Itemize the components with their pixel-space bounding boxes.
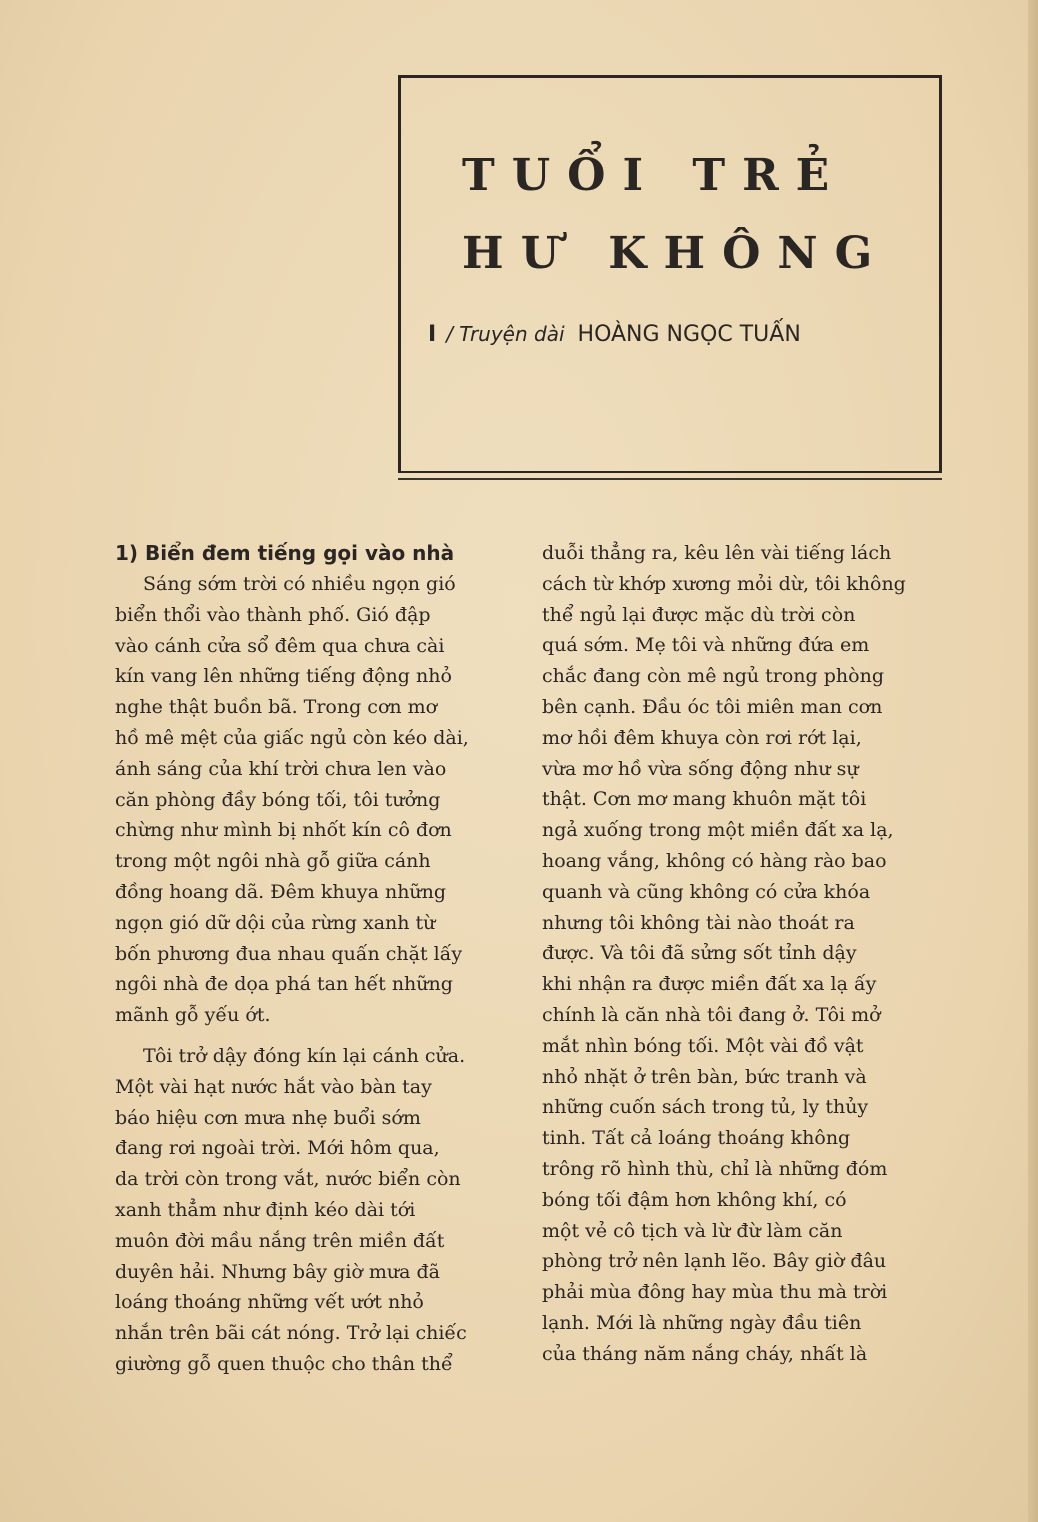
- text-line: ngọn gió dữ dội của rừng xanh từ: [115, 911, 436, 934]
- text-line: chừng như mình bị nhốt kín cô đơn: [115, 819, 452, 842]
- text-line: khi nhận ra được miền đất xa lạ ấy: [542, 973, 877, 996]
- text-line: quá sớm. Mẹ tôi và những đứa em: [542, 634, 870, 657]
- paragraph-1: [115, 569, 515, 1031]
- text-line: thể ngủ lại được mặc dù trời còn: [542, 603, 856, 626]
- text-line: Một vài hạt nước hắt vào bàn tay: [115, 1075, 432, 1098]
- text-line: vừa mơ hồ vừa sống động như sự: [542, 757, 859, 780]
- text-line: ngôi nhà đe dọa phá tan hết những: [115, 973, 453, 996]
- text-line: vào cánh cửa sổ đêm qua chưa cài: [115, 634, 445, 657]
- text-line: căn phòng đầy bóng tối, tôi tưởng: [115, 788, 441, 811]
- title-frame-underline: [398, 478, 942, 480]
- text-line: phòng trở nên lạnh lẽo. Bây giờ đâu: [542, 1250, 887, 1273]
- text-line: cách từ khớp xương mỏi dừ, tôi không: [542, 572, 906, 595]
- text-line: chắc đang còn mê ngủ trong phòng: [542, 665, 884, 688]
- text-line: ngả xuống trong một miền đất xa lạ,: [542, 819, 894, 842]
- text-line: tinh. Tất cả loáng thoáng không: [542, 1127, 851, 1150]
- text-line: xanh thẳm như định kéo dài tới: [115, 1198, 416, 1221]
- text-line: kín vang lên những tiếng động nhỏ: [115, 665, 452, 688]
- text-line: nhưng tôi không tài nào thoát ra: [542, 911, 855, 934]
- text-line: da trời còn trong vắt, nước biển còn: [115, 1168, 461, 1191]
- text-line: loáng thoáng những vết ướt nhỏ: [115, 1291, 424, 1314]
- text-line: nhỏ nhặt ở trên bàn, bức tranh và: [542, 1065, 867, 1088]
- title-line-2: HƯ KHÔNG: [462, 228, 890, 279]
- text-line: những cuốn sách trong tủ, ly thủy: [542, 1096, 869, 1119]
- right-column-text: [542, 538, 942, 1370]
- text-line: được. Và tôi đã sửng sốt tỉnh dậy: [542, 942, 857, 965]
- text-line: Tôi trở dậy đóng kín lại cánh cửa.: [143, 1044, 466, 1067]
- text-line: hoang vắng, không có hàng rào bao: [542, 849, 887, 872]
- section-title: 1) Biển đem tiếng gọi vào nhà: [115, 541, 455, 565]
- text-line: Sáng sớm trời có nhiều ngọn gió: [143, 573, 456, 595]
- text-line: bóng tối đậm hơn không khí, có: [542, 1188, 847, 1211]
- byline: [428, 322, 888, 347]
- title-line-1: TUỔI TRẺ: [462, 150, 847, 201]
- page-edge: [1028, 0, 1038, 1522]
- text-line: trong một ngôi nhà gỗ giữa cánh: [115, 850, 431, 873]
- text-line: phải mùa đông hay mùa thu mà trời: [542, 1281, 888, 1304]
- text-line: ánh sáng của khí trời chưa len vào: [115, 757, 447, 780]
- text-line: mãnh gỗ yếu ớt.: [115, 1004, 271, 1027]
- text-line: bốn phương đua nhau quấn chặt lấy: [115, 942, 463, 965]
- text-line: báo hiệu cơn mưa nhẹ buổi sớm: [115, 1106, 421, 1129]
- text-line: giường gỗ quen thuộc cho thân thể: [115, 1352, 453, 1375]
- text-line: thật. Cơn mơ mang khuôn mặt tôi: [542, 788, 867, 811]
- byline-author: HOÀNG NGỌC TUẤN: [577, 322, 801, 347]
- text-line: muôn đời mầu nắng trên miền đất: [115, 1229, 445, 1252]
- byline-genre: / Truyện dài: [446, 322, 565, 346]
- byline-mark: I: [428, 322, 437, 347]
- text-line: mắt nhìn bóng tối. Một vài đồ vật: [542, 1034, 864, 1057]
- text-line: nghe thật buồn bã. Trong cơn mơ: [115, 696, 438, 719]
- paragraph-2: [115, 1041, 515, 1380]
- text-line: lạnh. Mới là những ngày đầu tiên: [542, 1311, 862, 1334]
- text-line: biển thổi vào thành phố. Gió đập: [115, 603, 431, 626]
- paragraph-gap: [115, 1031, 515, 1041]
- text-line: của tháng năm nắng cháy, nhất là: [542, 1342, 868, 1365]
- text-line: duỗi thẳng ra, kêu lên vài tiếng lách: [542, 542, 892, 564]
- text-line: duyên hải. Nhưng bây giờ mưa đã: [115, 1260, 441, 1283]
- left-column: [115, 538, 515, 1380]
- text-line: đồng hoang dã. Đêm khuya những: [115, 880, 447, 903]
- text-line: chính là căn nhà tôi đang ở. Tôi mở: [542, 1003, 881, 1026]
- text-line: nhắn trên bãi cát nóng. Trở lại chiếc: [115, 1322, 467, 1345]
- text-line: đang rơi ngoài trời. Mới hôm qua,: [115, 1137, 440, 1160]
- text-line: hồ mê mệt của giấc ngủ còn kéo dài,: [115, 726, 469, 749]
- text-line: trông rõ hình thù, chỉ là những đóm: [542, 1157, 888, 1180]
- text-line: quanh và cũng không có cửa khóa: [542, 880, 871, 903]
- right-column: [542, 538, 942, 1370]
- text-line: bên cạnh. Đầu óc tôi miên man cơn: [542, 695, 883, 718]
- text-line: một vẻ cô tịch và lừ đừ làm căn: [542, 1219, 843, 1242]
- text-line: mơ hồi đêm khuya còn rơi rớt lại,: [542, 726, 862, 749]
